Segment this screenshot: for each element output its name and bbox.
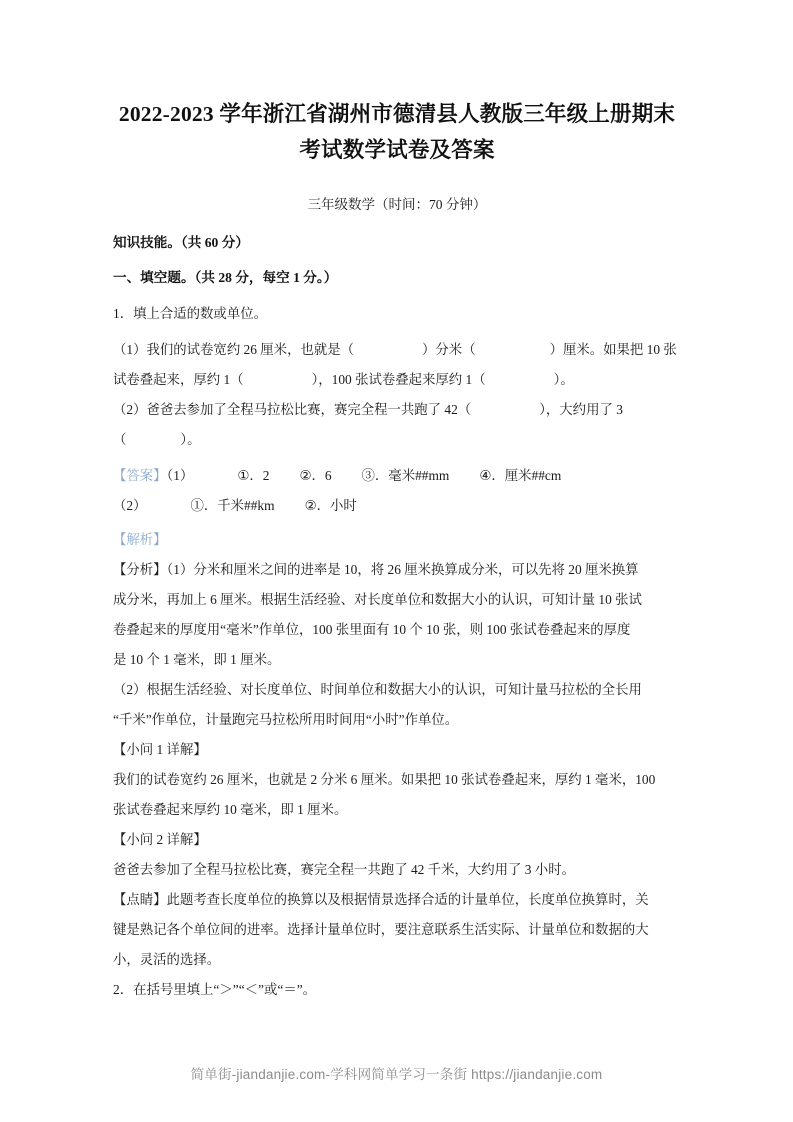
question-1-sub-2 [113,395,681,425]
q1-sub2-text-c: （ [113,432,127,447]
analysis-paragraph-4: 是 10 个 1 毫米，即 1 厘米。 [113,652,281,667]
question-1-sub-2-cont [113,425,681,455]
analysis-paragraph-3: 卷叠起来的厚度用“毫米”作单位，100 张里面有 10 个 10 张，则 100 张试卷叠起来的厚度 [113,622,631,637]
q1-sub1-text-a: （1）我们的试卷宽约 26 厘米，也就是（ [113,342,355,357]
q1-sub1-text-e: ），100 张试卷叠起来厚约 1（ [311,372,486,387]
analysis-tag: 【分析】 [113,562,167,577]
q1-sub1-text-c: ）厘米。如果把 10 张 [549,342,677,357]
highlight-text: 此题考查长度单位的换算以及根据情景选择合适的计量单位，长度单位换算时，关 [166,892,649,907]
detail-1-paragraph-2: 张试卷叠起来厚约 10 毫米，即 1 厘米。 [113,802,348,817]
detail-2-tag: 【小问 2 详解】 [113,832,207,847]
answer-item: ④．厘米##cm [479,468,562,483]
question-1-sub-1 [113,335,681,365]
footer-watermark: 简单街-jiandanjie.com-学科网简单学习一条街 https://jiandanjie.com [190,1067,603,1082]
detail-2-paragraph-1: 爸爸去参加了全程马拉松比赛，赛完全程一共跑了 42 千米，大约用了 3 小时。 [113,862,575,877]
question-1-sub-1-cont [113,365,681,395]
q1-sub2-text-a: （2）爸爸去参加了全程马拉松比赛，赛完全程一共跑了 42（ [113,402,472,417]
answer-sub-label-1: （1） [166,468,194,483]
explanation-tag: 【解析】 [113,532,167,547]
analysis-text: （1）分米和厘米之间的进率是 10，将 26 厘米换算成分米，可以先将 20 厘米换算 [166,562,639,577]
page-title: 2022-2023 学年浙江省湖州市德清县人教版三年级上册期末考试数学试卷及答案 [118,102,676,162]
question-1-stem: 1．填上合适的数或单位。 [113,306,267,321]
answer-line-1 [113,461,681,491]
q1-sub2-text-d: ）。 [180,432,201,447]
answer-line-2 [113,491,681,521]
highlight-paragraph-3: 小，灵活的选择。 [113,952,221,967]
analysis-paragraph-2: 成分米，再加上 6 厘米。根据生活经验、对长度单位和数据大小的认识，可知计量 10 张试 [113,592,642,607]
document-content [113,96,681,1005]
q1-sub2-text-b: ），大约用了 3 [539,402,623,417]
analysis-paragraph-1 [113,555,681,585]
q1-sub1-text-d: 试卷叠起来，厚约 1（ [113,372,244,387]
highlight-paragraph-2: 键是熟记各个单位间的进率。选择计量单位时，要注意联系生活实际、计量单位和数据的大 [113,922,649,937]
analysis-paragraph-6: “千米”作单位，计量跑完马拉松所用时间用“小时”作单位。 [113,712,459,727]
section-heading-knowledge: 知识技能。（共 60 分） [113,235,249,250]
highlight-paragraph-1 [113,885,681,915]
q1-sub1-text-b: ）分米（ [422,342,476,357]
answer-sub-label-2: （2） [113,498,147,513]
question-2-stem: 2．在括号里填上“＞”“＜”或“＝”。 [113,982,317,997]
q1-sub1-text-f: ）。 [553,372,574,387]
answer-tag: 【答案】 [113,468,167,483]
analysis-paragraph-5: （2）根据生活经验、对长度单位、时间单位和数据大小的认识，可知计量马拉松的全长用 [113,682,642,697]
answer-item: ②．6 [299,468,332,483]
answer-item: ②．小时 [304,498,357,513]
answer-item: ①．千米##km [190,498,275,513]
detail-1-tag: 【小问 1 详解】 [113,742,207,757]
detail-1-paragraph-1: 我们的试卷宽约 26 厘米，也就是 2 分米 6 厘米。如果把 10 张试卷叠起来，厚约 1 毫米，100 [113,772,656,787]
exam-subtitle: 三年级数学（时间：70 分钟） [307,197,487,212]
highlight-tag: 【点睛】 [113,892,167,907]
answer-item: ③．毫米##mm [361,468,450,483]
answer-item: ①．2 [237,468,270,483]
section-heading-part-one: 一、填空题。（共 28 分，每空 1 分。） [113,270,338,285]
